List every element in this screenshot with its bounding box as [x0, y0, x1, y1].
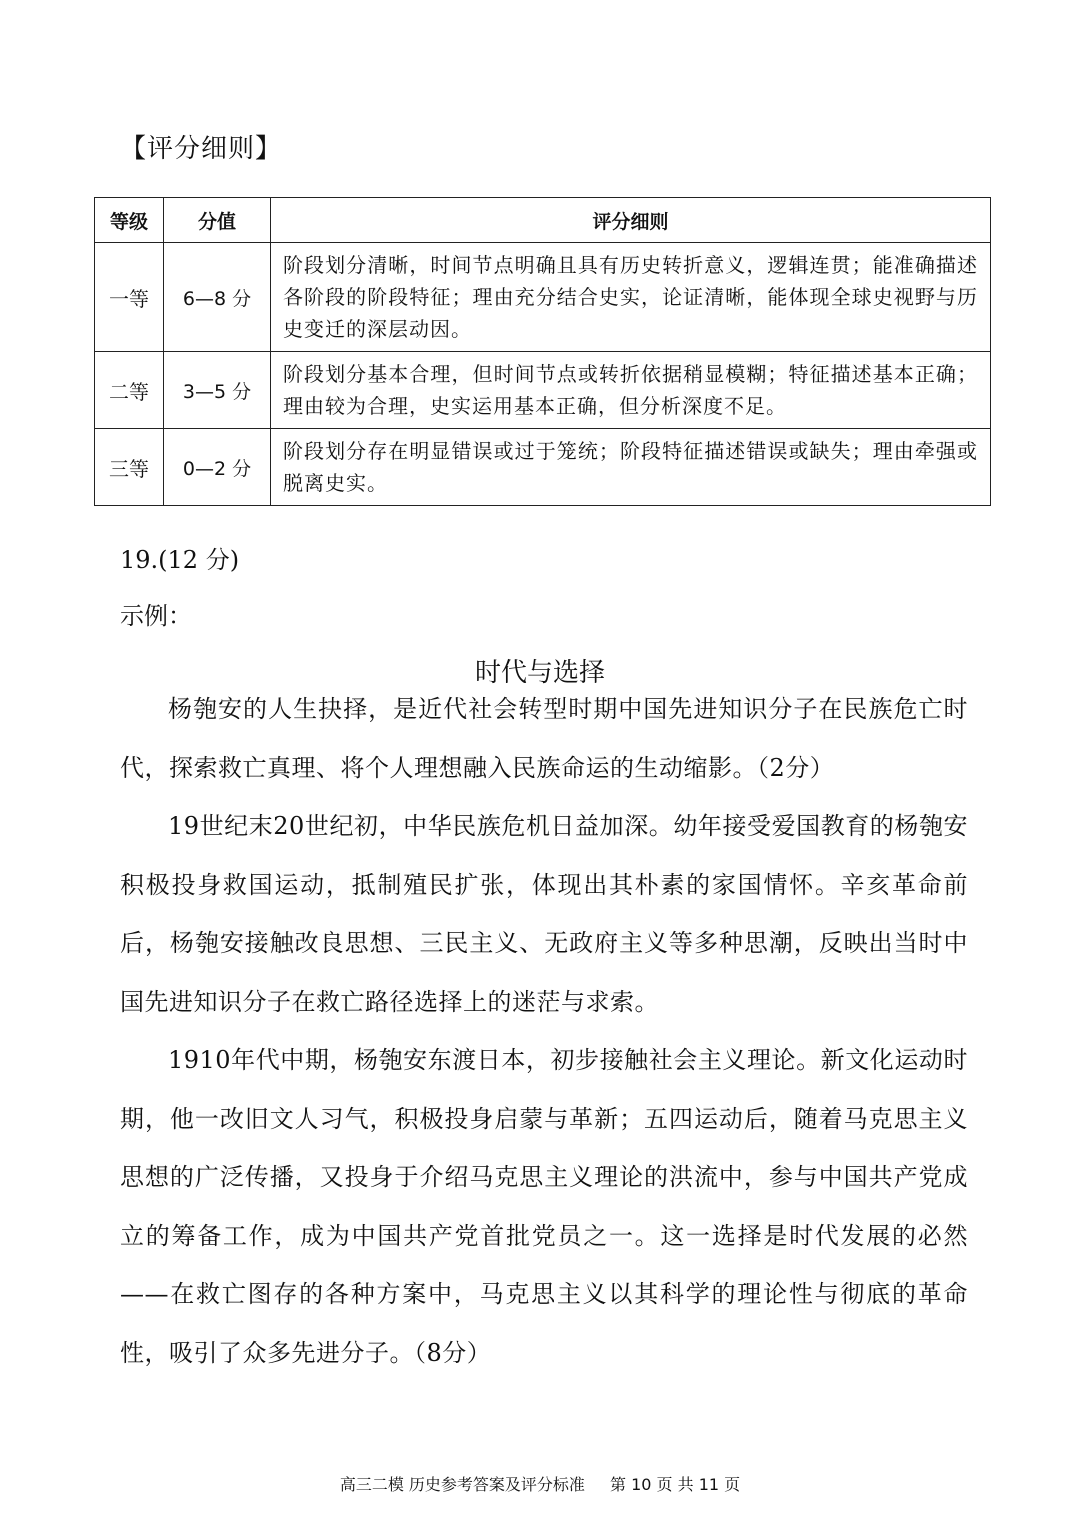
footer-page-info: 第 10 页 共 11 页 — [610, 1475, 741, 1494]
essay-body — [120, 680, 968, 1382]
essay-paragraph: 19世纪末20世纪初，中华民族危机日益加深。幼年接受爱国教育的杨匏安积极投身救国运动，抵制殖民扩张，体现出其朴素的家国情怀。辛亥革命前后，杨匏安接触改良思想、三民主义、无政府主义等多种思潮，反映出当时中国先进知识分子在救亡路径选择上的迷茫与求索。 — [120, 812, 968, 1016]
header-grade: 等级 — [95, 198, 164, 243]
score-cell: 3—5 分 — [164, 352, 271, 429]
page-footer — [0, 1472, 1080, 1495]
table-header-row — [95, 198, 991, 243]
rubric-table — [94, 197, 991, 506]
grade-cell: 一等 — [95, 243, 164, 352]
footer-doc-title: 高三二模 历史参考答案及评分标准 — [339, 1475, 585, 1494]
rubric-heading: 【评分细则】 — [120, 134, 283, 164]
essay-paragraph: 杨匏安的人生抉择，是近代社会转型时期中国先进知识分子在民族危亡时代，探索救亡真理、将个人理想融入民族命运的生动缩影。（2分） — [120, 695, 968, 782]
essay-title: 时代与选择 — [474, 658, 605, 688]
question-number: 19.(12 分) — [120, 546, 240, 574]
detail-cell: 阶段划分基本合理，但时间节点或转折依据稍显模糊；特征描述基本正确；理由较为合理，史实运用基本正确，但分析深度不足。 — [271, 352, 991, 429]
grade-cell: 二等 — [95, 352, 164, 429]
table-row — [95, 429, 991, 506]
grade-cell: 三等 — [95, 429, 164, 506]
table-row — [95, 243, 991, 352]
score-cell: 0—2 分 — [164, 429, 271, 506]
header-score: 分值 — [164, 198, 271, 243]
detail-cell: 阶段划分存在明显错误或过于笼统；阶段特征描述错误或缺失；理由牵强或脱离史实。 — [271, 429, 991, 506]
essay-paragraph: 1910年代中期，杨匏安东渡日本，初步接触社会主义理论。新文化运动时期，他一改旧文人习气，积极投身启蒙与革新；五四运动后，随着马克思主义思想的广泛传播，又投身于介绍马克思主义理论的洪流中，参与中国共产党成立的筹备工作，成为中国共产党首批党员之一。这一选择是时代发展的必然——在救亡图存的各种方案中，马克思主义以其科学的理论性与彻底的革命性，吸引了众多先进分子。（8分） — [120, 1046, 968, 1367]
header-detail: 评分细则 — [271, 198, 991, 243]
example-label: 示例： — [120, 602, 192, 630]
table-row — [95, 352, 991, 429]
score-cell: 6—8 分 — [164, 243, 271, 352]
detail-cell: 阶段划分清晰，时间节点明确且具有历史转折意义，逻辑连贯；能准确描述各阶段的阶段特征；理由充分结合史实，论证清晰，能体现全球史视野与历史变迁的深层动因。 — [271, 243, 991, 352]
